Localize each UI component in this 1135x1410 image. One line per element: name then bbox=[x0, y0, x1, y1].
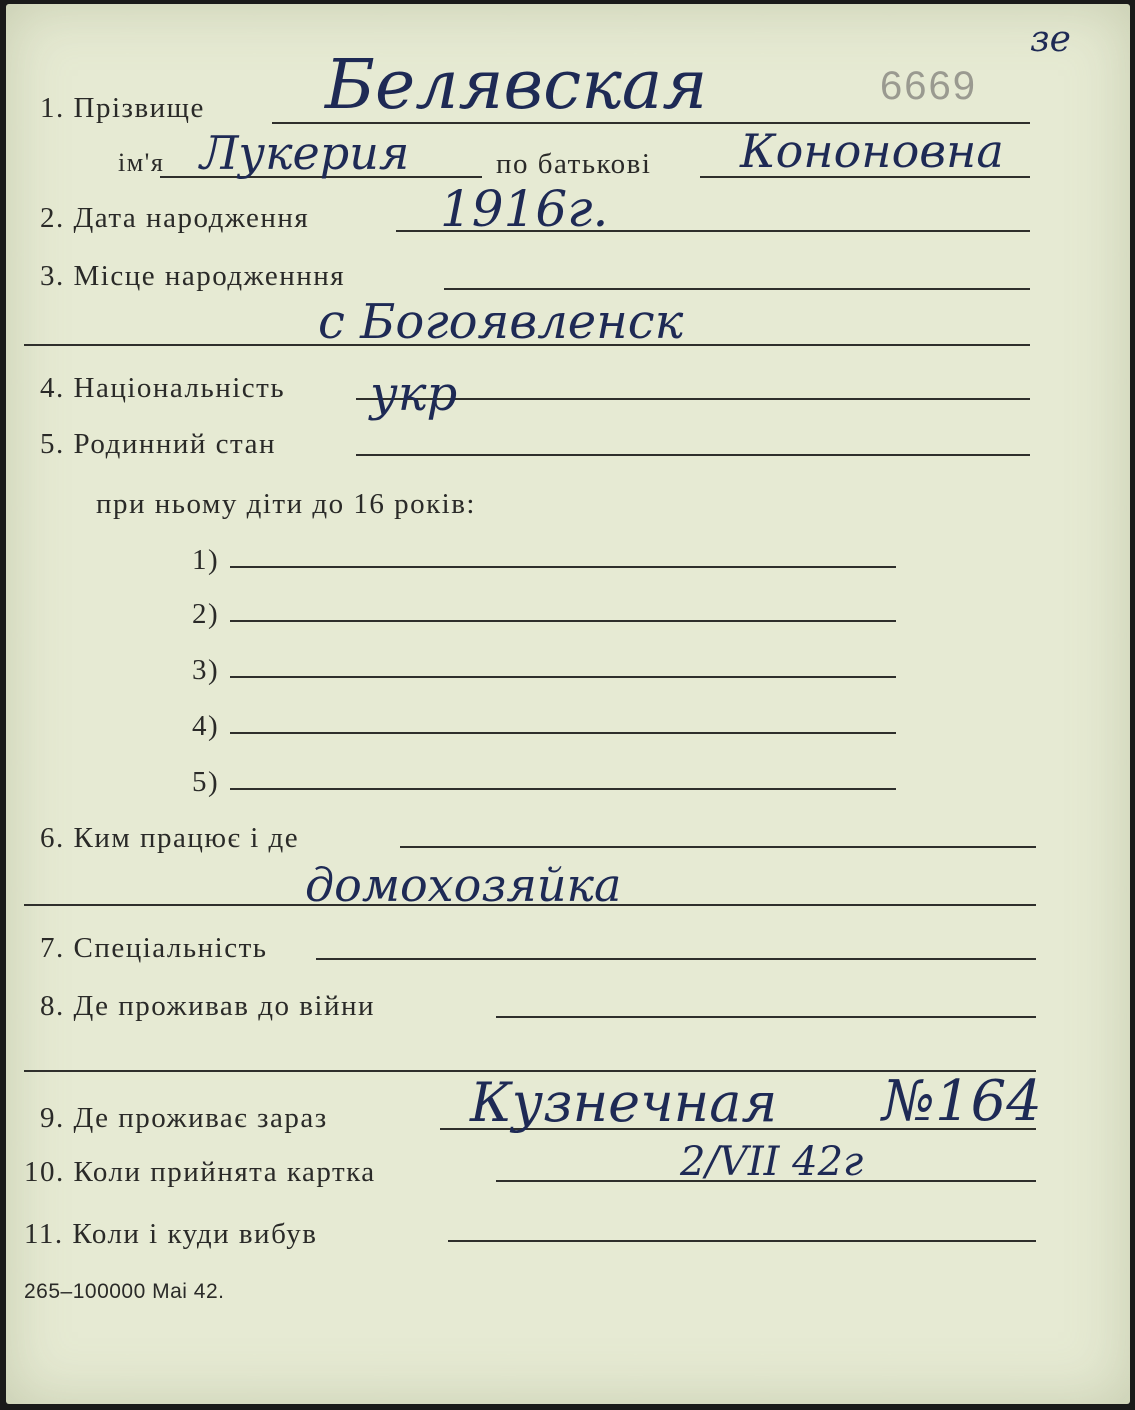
surname-value: Белявская bbox=[325, 46, 708, 125]
work-label: 6. Ким працює і де bbox=[40, 822, 300, 854]
child-3-label: 3) bbox=[192, 654, 220, 686]
patronymic-value: Кононовна bbox=[740, 124, 1004, 178]
child-4-label: 4) bbox=[192, 710, 220, 742]
child-1-label: 1) bbox=[192, 544, 220, 576]
name-value: Лукерия bbox=[200, 126, 410, 180]
child-2-line bbox=[230, 620, 896, 622]
current-number: №164 bbox=[882, 1069, 1042, 1134]
marital-line bbox=[356, 454, 1030, 456]
accepted-label: 10. Коли прийнята картка bbox=[24, 1156, 376, 1188]
child-3-line bbox=[230, 676, 896, 678]
child-5-label: 5) bbox=[192, 766, 220, 798]
nationality-label: 4. Національність bbox=[40, 372, 286, 404]
print-run-footer: 265–100000 Mai 42. bbox=[24, 1280, 225, 1303]
specialty-line bbox=[316, 958, 1036, 960]
departed-line bbox=[448, 1240, 1036, 1242]
current-label: 9. Де проживає зараз bbox=[40, 1102, 328, 1134]
work-line-2 bbox=[24, 904, 1036, 906]
birthdate-label: 2. Дата народження bbox=[40, 202, 310, 234]
specialty-label: 7. Спеціальність bbox=[40, 932, 268, 964]
patronymic-label: по батькові bbox=[496, 148, 652, 180]
nationality-value: укр bbox=[370, 366, 458, 422]
child-2-label: 2) bbox=[192, 598, 220, 630]
stamp-number: 6669 bbox=[880, 64, 977, 108]
prewar-label: 8. Де проживав до війни bbox=[40, 990, 376, 1022]
child-5-line bbox=[230, 788, 896, 790]
current-value: Кузнечная bbox=[470, 1071, 778, 1134]
surname-label: 1. Прізвище bbox=[40, 92, 205, 124]
birthplace-label: 3. Місце народженння bbox=[40, 260, 346, 292]
birthplace-line bbox=[444, 288, 1030, 290]
work-line bbox=[400, 846, 1036, 848]
accepted-value: 2/VII 42г bbox=[680, 1139, 864, 1185]
birthdate-value: 1916г. bbox=[440, 180, 609, 238]
departed-label: 11. Коли і куди вибув bbox=[24, 1218, 318, 1250]
stamp-mark: зе bbox=[1030, 19, 1071, 60]
name-label: ім'я bbox=[118, 148, 165, 177]
marital-label: 5. Родинний стан bbox=[40, 428, 276, 460]
birthplace-line-2 bbox=[24, 344, 1030, 346]
child-4-line bbox=[230, 732, 896, 734]
child-1-line bbox=[230, 566, 896, 568]
work-value: домохозяйка bbox=[305, 858, 622, 912]
children-label: при ньому діти до 16 років: bbox=[96, 488, 476, 520]
prewar-line bbox=[496, 1016, 1036, 1018]
birthplace-value: с Богоявленск bbox=[318, 294, 684, 350]
